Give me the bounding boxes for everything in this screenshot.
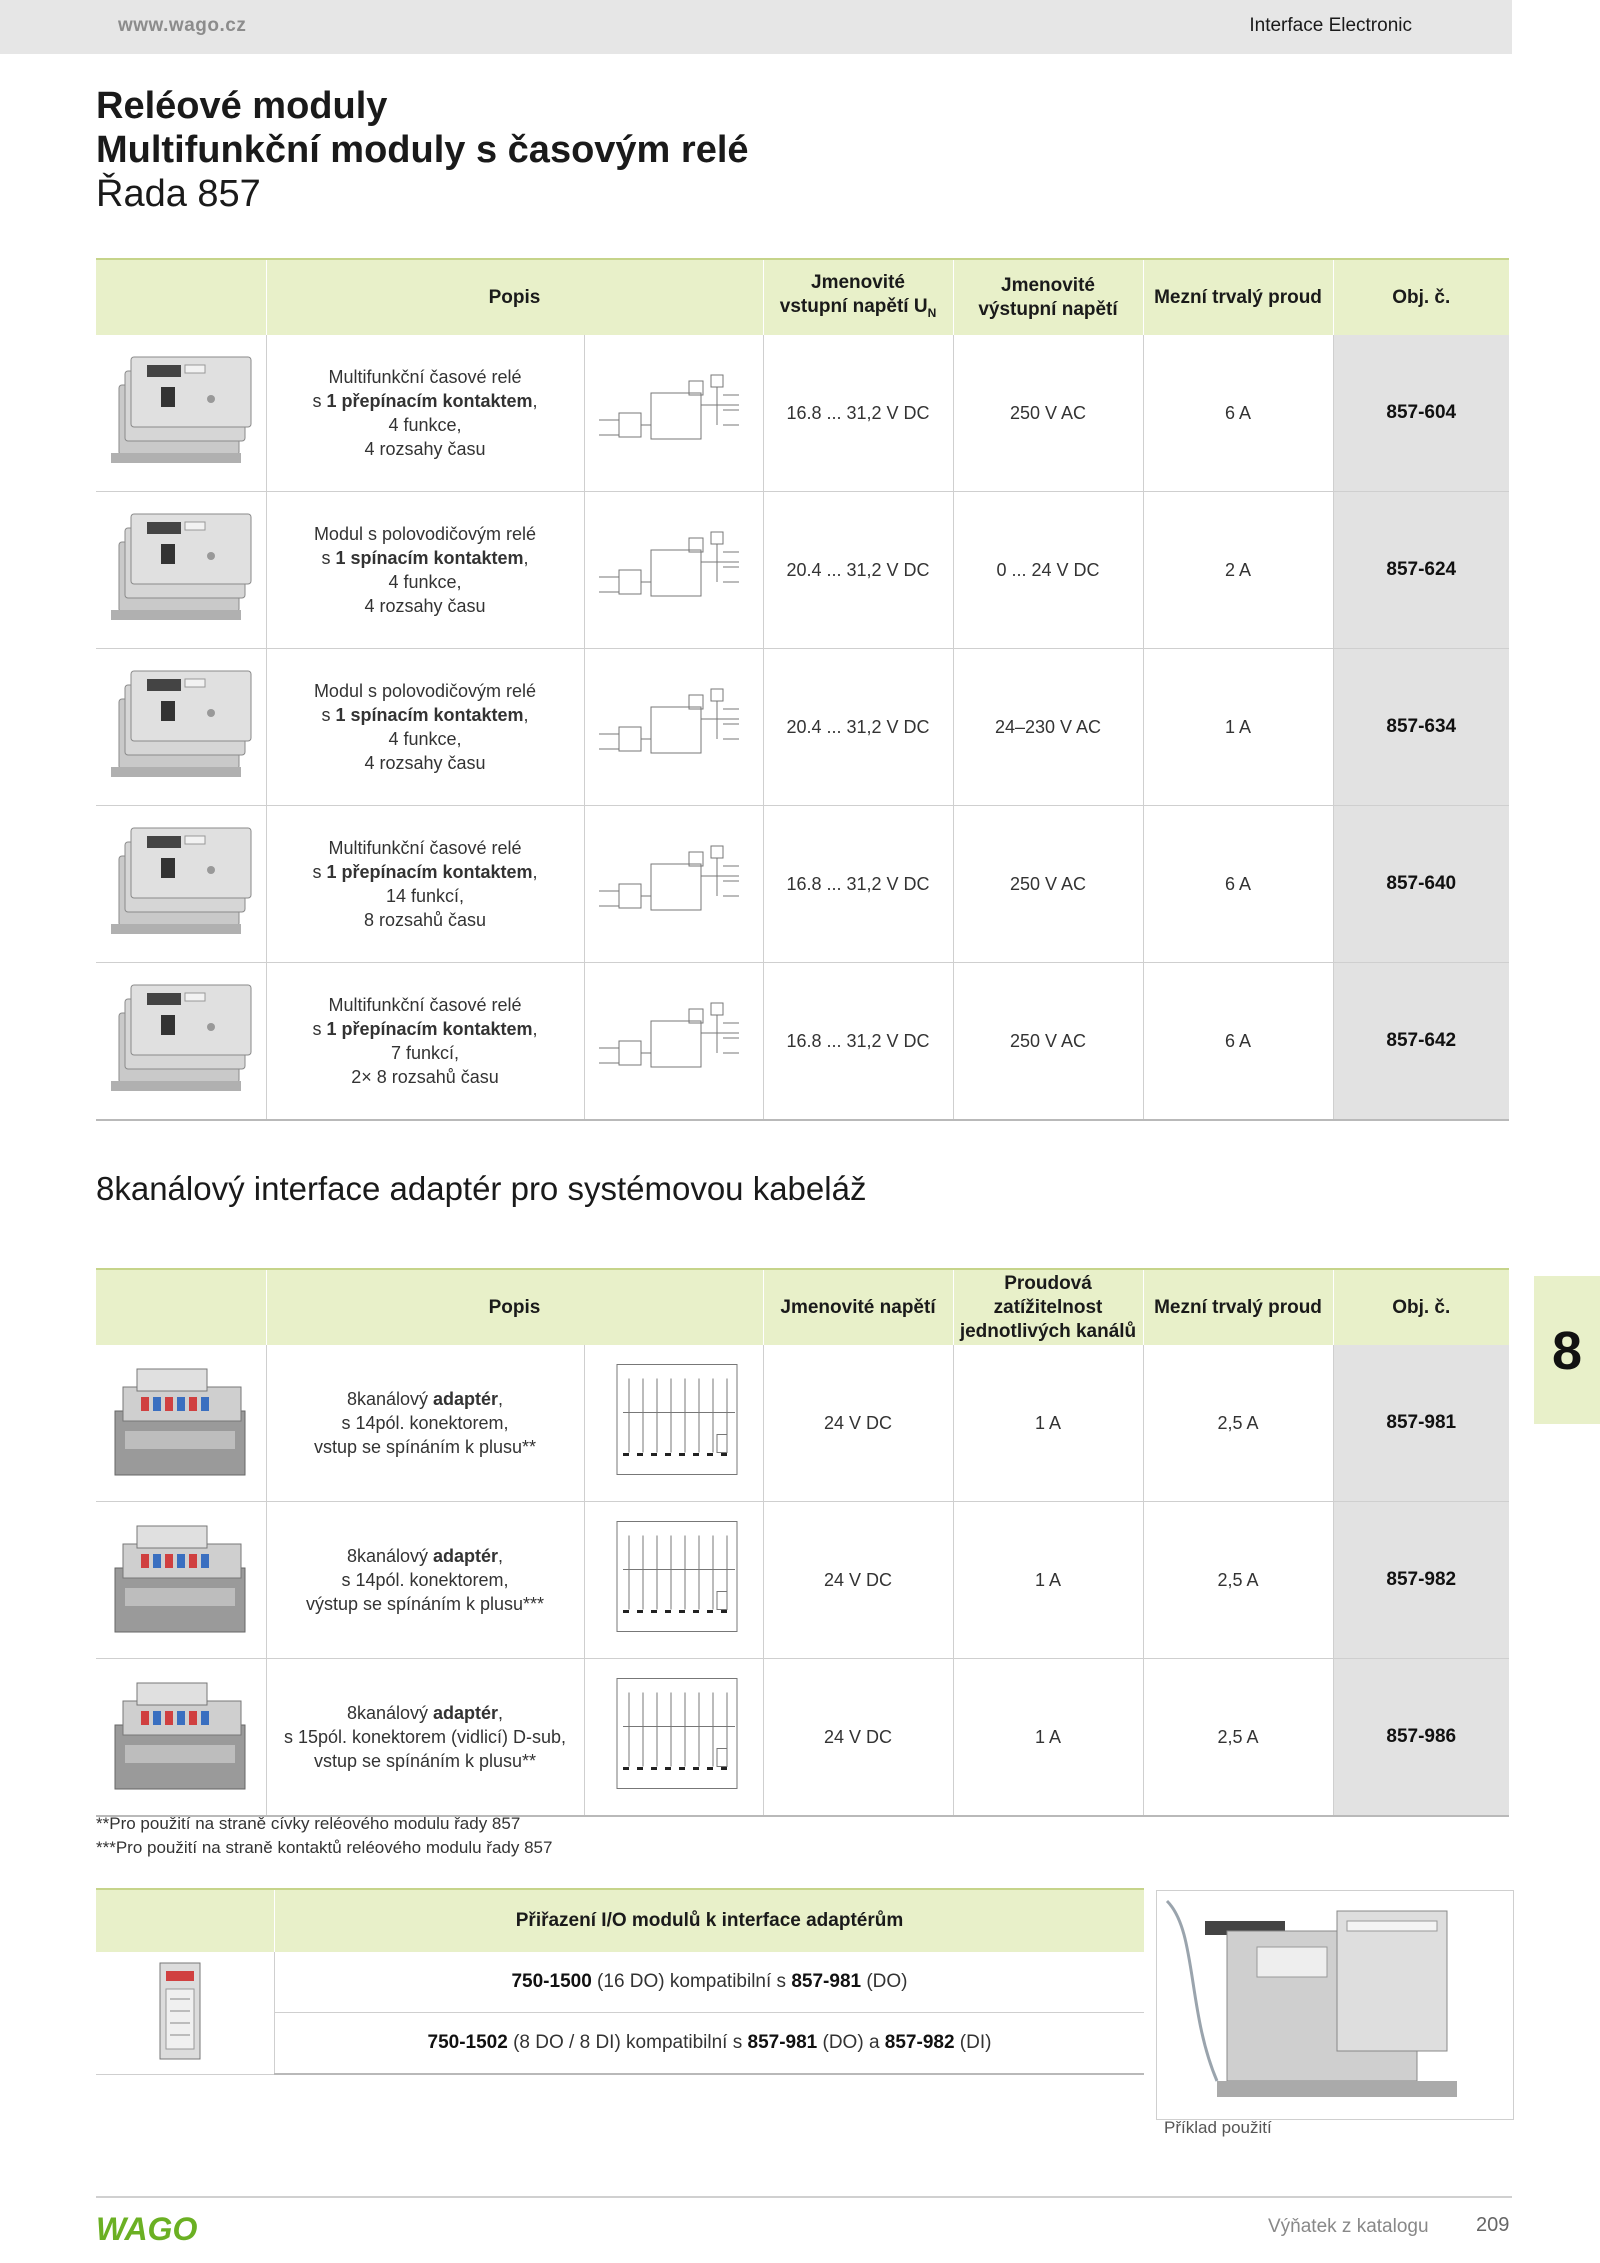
- col-header-input-voltage: Jmenovité vstupní napětí $U_N$: [763, 259, 953, 335]
- order-number: 857-642: [1333, 963, 1509, 1121]
- section-heading-adapters: 8kanálový interface adaptér pro systémovou kabeláž: [96, 1170, 867, 1207]
- application-example-image: [1156, 1890, 1514, 2120]
- relay-modules-table: [96, 258, 1509, 1121]
- io-table-header: Přiřazení I/O modulů k interface adaptérům: [275, 1889, 1145, 1952]
- col-header-current: Mezní trvalý proud: [1143, 1269, 1333, 1345]
- col-header-description: Popis: [266, 259, 763, 335]
- io-assignment-table: [96, 1888, 1144, 2075]
- col-header-current: Mezní trvalý proud: [1143, 259, 1333, 335]
- table-row: [96, 1502, 1509, 1659]
- relay-module-image: [101, 345, 261, 475]
- schematic-image: [589, 1659, 759, 1809]
- rated-voltage: 24 V DC: [763, 1659, 953, 1817]
- output-voltage: 24–230 V AC: [953, 649, 1143, 806]
- input-voltage: 16.8 ... 31,2 V DC: [763, 335, 953, 492]
- col-header-output-voltage: Jmenovité výstupní napětí: [953, 259, 1143, 335]
- order-number: 857-640: [1333, 806, 1509, 963]
- section-title: Interface Electronic: [1249, 15, 1412, 36]
- schematic-image: [589, 1345, 759, 1495]
- schematic: [584, 1502, 763, 1659]
- relay-module-image: [101, 659, 261, 789]
- footer-divider: [96, 2196, 1512, 2198]
- output-voltage: 250 V AC: [953, 963, 1143, 1121]
- description: Modul s polovodičovým relé s 1 spínacím kontaktem, 4 funkce, 4 rozsahy času: [266, 649, 584, 806]
- description: 8kanálový adaptér, s 15pól. konektorem (vidlicí) D-sub, vstup se spínáním k plusu**: [266, 1659, 584, 1817]
- io-module-image: [96, 1952, 275, 2074]
- adapter-image: [101, 1512, 261, 1642]
- wiring-diagram: [584, 806, 763, 963]
- wago-logo-graphic: [96, 2212, 206, 2246]
- wiring-diagram: [584, 963, 763, 1121]
- wiring-diagram-image: [589, 492, 759, 642]
- relay-module-image: [101, 973, 261, 1103]
- description: Multifunkční časové relé s 1 přepínacím kontaktem, 7 funkcí, 2× 8 rozsahů času: [266, 963, 584, 1121]
- wago-logo: [96, 2212, 206, 2251]
- description: Modul s polovodičovým relé s 1 spínacím kontaktem, 4 funkce, 4 rozsahy času: [266, 492, 584, 649]
- page-title: [96, 84, 749, 216]
- chapter-tab: [1534, 1276, 1600, 1424]
- table-header-row: [96, 1269, 1509, 1345]
- relay-module-image: [101, 816, 261, 946]
- col-header-order-no: Obj. č.: [1333, 1269, 1509, 1345]
- page-number: 209: [1476, 2214, 1510, 2236]
- interface-adapters-table: [96, 1268, 1509, 1817]
- description: Multifunkční časové relé s 1 přepínacím kontaktem, 4 funkce, 4 rozsahy času: [266, 335, 584, 492]
- description: 8kanálový adaptér, s 14pól. konektorem, výstup se spínáním k plusu***: [266, 1502, 584, 1659]
- col-header-order-no: Obj. č.: [1333, 259, 1509, 335]
- continuous-current: 2,5 A: [1143, 1502, 1333, 1659]
- order-number: 857-986: [1333, 1659, 1509, 1817]
- order-number: 857-981: [1333, 1345, 1509, 1502]
- continuous-current: 6 A: [1143, 806, 1333, 963]
- title-line-1: Reléové moduly: [96, 85, 388, 127]
- svg-text:WAGO: WAGO: [96, 2212, 198, 2246]
- output-voltage: 250 V AC: [953, 806, 1143, 963]
- input-voltage: 16.8 ... 31,2 V DC: [763, 963, 953, 1121]
- adapter-image: [101, 1669, 261, 1799]
- col-header-description: Popis: [266, 1269, 763, 1345]
- order-number: 857-634: [1333, 649, 1509, 806]
- product-image: [96, 335, 266, 492]
- input-voltage: 16.8 ... 31,2 V DC: [763, 806, 953, 963]
- wiring-diagram-image: [589, 649, 759, 799]
- order-number: 857-604: [1333, 335, 1509, 492]
- io-row-1: 750-1500 (16 DO) kompatibilní s 857-981 (DO): [275, 1952, 1145, 2013]
- product-image: [96, 649, 266, 806]
- product-image: [96, 492, 266, 649]
- order-number: 857-982: [1333, 1502, 1509, 1659]
- schematic-image: [589, 1502, 759, 1652]
- chapter-number: 8: [1551, 1321, 1583, 1381]
- wiring-diagram-image: [589, 335, 759, 485]
- footnotes: [96, 1812, 552, 1860]
- title-line-2: Multifunkční moduly s časovým relé: [96, 129, 749, 171]
- table-row: [96, 1345, 1509, 1502]
- continuous-current: 2,5 A: [1143, 1659, 1333, 1817]
- product-image: [96, 963, 266, 1121]
- table-row: [96, 806, 1509, 963]
- table-row: [96, 335, 1509, 492]
- col-header-channel-load: Proudová zatížitelnost jednotlivých kanálů: [953, 1269, 1143, 1345]
- wiring-diagram: [584, 649, 763, 806]
- table-row: [96, 649, 1509, 806]
- wiring-diagram-image: [589, 963, 759, 1113]
- continuous-current: 6 A: [1143, 335, 1333, 492]
- table-row: [96, 1952, 1144, 2013]
- product-image: [96, 1502, 266, 1659]
- footnote-2: ***Pro použití na straně kontaktů reléového modulu řady 857: [96, 1838, 553, 1857]
- product-image: [96, 806, 266, 963]
- product-image: [96, 1345, 266, 1502]
- continuous-current: 2,5 A: [1143, 1345, 1333, 1502]
- example-caption: Příklad použití: [1164, 2118, 1272, 2137]
- description: 8kanálový adaptér, s 14pól. konektorem, vstup se spínáním k plusu**: [266, 1345, 584, 1502]
- wiring-diagram-image: [589, 806, 759, 956]
- site-url: www.wago.cz: [118, 15, 247, 36]
- input-voltage: 20.4 ... 31,2 V DC: [763, 492, 953, 649]
- wiring-diagram: [584, 492, 763, 649]
- schematic: [584, 1659, 763, 1817]
- rated-voltage: 24 V DC: [763, 1345, 953, 1502]
- col-header-voltage: Jmenovité napětí: [763, 1269, 953, 1345]
- continuous-current: 2 A: [1143, 492, 1333, 649]
- rated-voltage: 24 V DC: [763, 1502, 953, 1659]
- wiring-diagram: [584, 335, 763, 492]
- footer-catalog-text: Výňatek z katalogu: [1268, 2216, 1429, 2237]
- title-line-3: Řada 857: [96, 173, 261, 215]
- top-bar: [0, 0, 1512, 54]
- continuous-current: 1 A: [1143, 649, 1333, 806]
- product-image: [96, 1659, 266, 1817]
- io-module-image-graphic: [140, 1955, 230, 2065]
- schematic: [584, 1345, 763, 1502]
- channel-load: 1 A: [953, 1502, 1143, 1659]
- table-row: [96, 1659, 1509, 1817]
- adapter-image: [101, 1355, 261, 1485]
- relay-module-image: [101, 502, 261, 632]
- output-voltage: 0 ... 24 V DC: [953, 492, 1143, 649]
- output-voltage: 250 V AC: [953, 335, 1143, 492]
- io-row-2: 750-1502 (8 DO / 8 DI) kompatibilní s 857-981 (DO) a 857-982 (DI): [275, 2013, 1145, 2075]
- table-row: [96, 492, 1509, 649]
- application-example-graphic: [1157, 1891, 1513, 2119]
- description: Multifunkční časové relé s 1 přepínacím kontaktem, 14 funkcí, 8 rozsahů času: [266, 806, 584, 963]
- footnote-1: **Pro použití na straně cívky reléového modulu řady 857: [96, 1814, 521, 1833]
- order-number: 857-624: [1333, 492, 1509, 649]
- table-header-row: [96, 259, 1509, 335]
- channel-load: 1 A: [953, 1659, 1143, 1817]
- continuous-current: 6 A: [1143, 963, 1333, 1121]
- channel-load: 1 A: [953, 1345, 1143, 1502]
- input-voltage: 20.4 ... 31,2 V DC: [763, 649, 953, 806]
- table-row: [96, 963, 1509, 1121]
